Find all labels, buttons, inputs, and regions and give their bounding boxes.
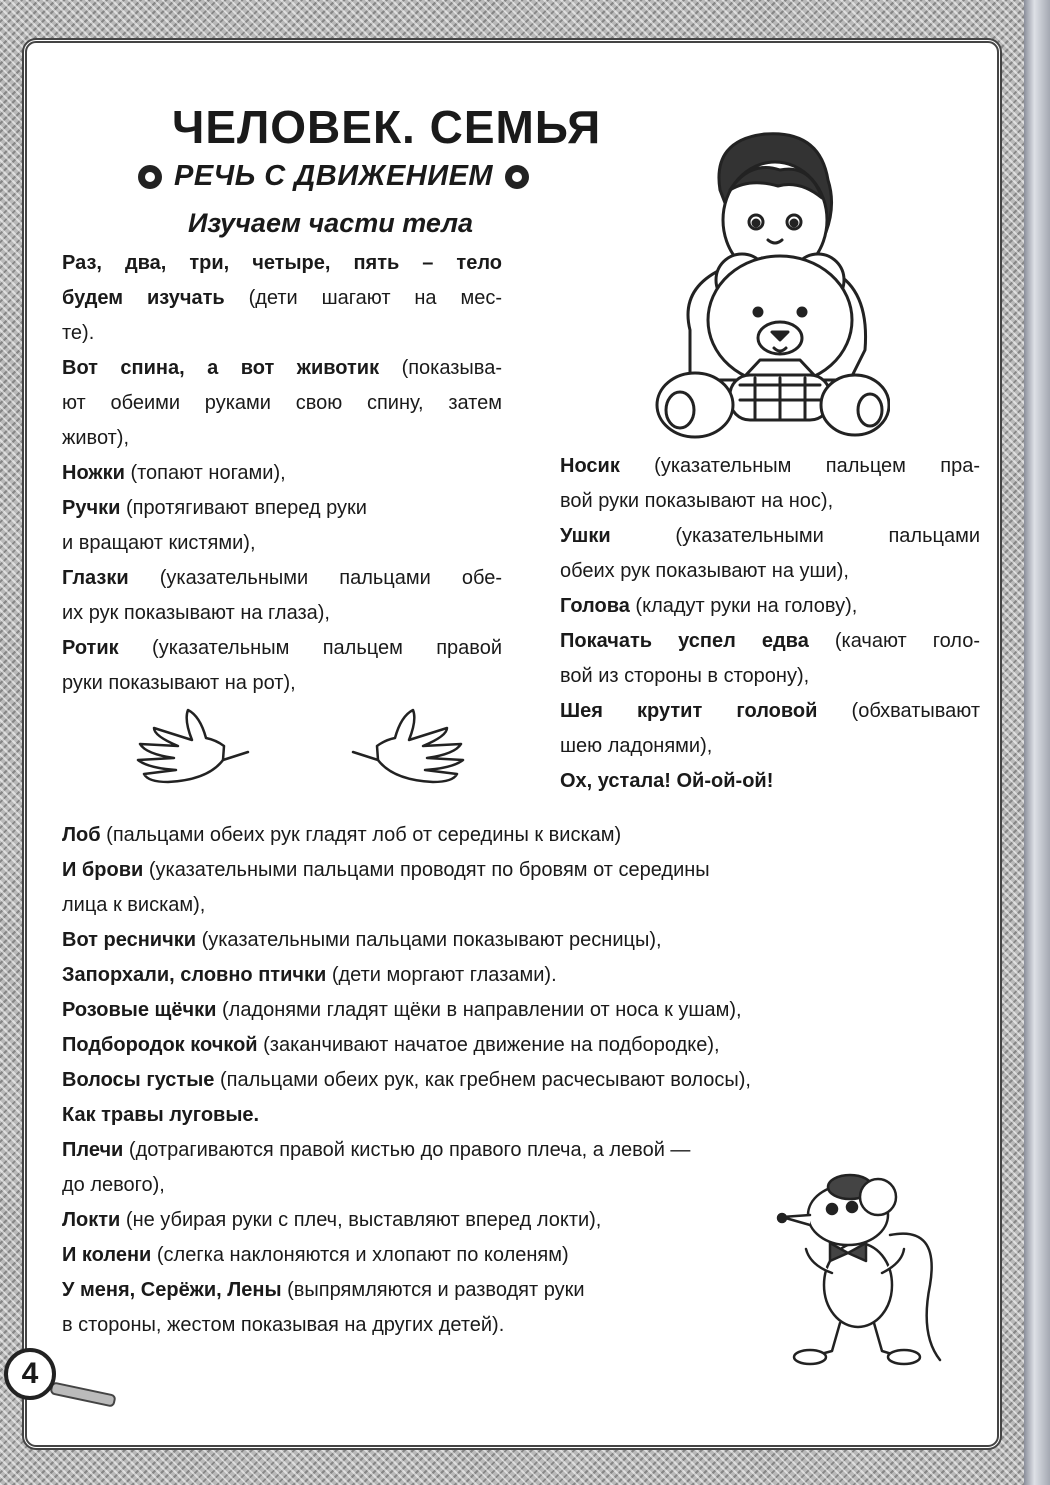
text-line: Носик (указательным пальцем пра- bbox=[560, 455, 980, 477]
text-line: Ушки (указательными пальцами bbox=[560, 525, 980, 547]
text-line: будем изучать (дети шагают на мес- bbox=[62, 287, 503, 309]
page-number-badge bbox=[4, 1348, 56, 1400]
text-line: Вот реснички (указательными пальцами показывают ресницы), bbox=[62, 929, 662, 951]
text-line: те). bbox=[62, 322, 95, 344]
text-line: Плечи (дотрагиваются правой кистью до правого плеча, а левой — bbox=[62, 1139, 691, 1161]
text-line: их рук показывают на глаза), bbox=[62, 602, 330, 624]
flower-icon bbox=[505, 165, 529, 189]
text-line: шею ладонями), bbox=[560, 735, 713, 757]
book-binding-edge bbox=[1024, 0, 1050, 1485]
text-line: и вращают кистями), bbox=[62, 532, 256, 554]
text-line: Шея крутит головой (обхватывают bbox=[560, 700, 980, 722]
text-line: обеих рук показывают на уши), bbox=[560, 560, 849, 582]
text-line: Ротик (указательным пальцем правой bbox=[62, 637, 502, 659]
text-line: И брови (указательными пальцами проводят по бровям от середины bbox=[62, 859, 710, 881]
text-line: Голова (кладут руки на голову), bbox=[560, 595, 858, 617]
text-line: Раз, два, три, четыре, пять – тело bbox=[62, 252, 502, 274]
left-text-column bbox=[62, 246, 502, 701]
section-heading: Изучаем части тела bbox=[188, 208, 474, 238]
subtitle-row bbox=[138, 160, 529, 193]
text-line: И колени (слегка наклоняются и хлопают по коленям) bbox=[62, 1244, 569, 1266]
text-line: Глазки (указательными пальцами обе- bbox=[62, 567, 502, 589]
text-line: Розовые щёчки (ладонями гладят щёки в направлении от носа к ушам), bbox=[62, 999, 742, 1021]
page-title: ЧЕЛОВЕК. СЕМЬЯ bbox=[172, 101, 602, 153]
hands-icon bbox=[128, 700, 473, 795]
text-line: ют обеими руками свою спину, затем bbox=[62, 392, 502, 414]
text-line: Локти (не убирая руки с плеч, выставляют вперед локти), bbox=[62, 1209, 602, 1231]
text-line: руки показывают на рот), bbox=[62, 672, 296, 694]
text-line: лица к вискам), bbox=[62, 894, 206, 916]
text-line: до левого), bbox=[62, 1174, 165, 1196]
text-line: живот), bbox=[62, 427, 130, 449]
right-text-column bbox=[560, 449, 980, 799]
mouse-icon bbox=[770, 1145, 945, 1370]
text-line: Ручки (протягивают вперед руки bbox=[62, 497, 367, 519]
flower-icon bbox=[138, 165, 162, 189]
page-number: 4 bbox=[21, 1357, 39, 1390]
text-line: Волосы густые (пальцами обеих рук, как гребнем расчесывают волосы), bbox=[62, 1069, 751, 1091]
boy-with-teddy-bear-icon bbox=[650, 120, 890, 445]
text-line: У меня, Серёжи, Лены (выпрямляются и разводят руки bbox=[62, 1279, 585, 1301]
text-line: Покачать успел едва (качают голо- bbox=[560, 630, 980, 652]
text-line: вой руки показывают на нос), bbox=[560, 490, 834, 512]
text-line: Ох, устала! Ой-ой-ой! bbox=[560, 770, 774, 792]
text-line: Запорхали, словно птички (дети моргают глазами). bbox=[62, 964, 557, 986]
text-line: в стороны, жестом показывая на других детей). bbox=[62, 1314, 505, 1336]
text-line: Подбородок кочкой (заканчивают начатое движение на подбородке), bbox=[62, 1034, 720, 1056]
page-subtitle: РЕЧЬ С ДВИЖЕНИЕМ bbox=[174, 160, 494, 192]
text-line: Лоб (пальцами обеих рук гладят лоб от середины к вискам) bbox=[62, 824, 622, 846]
text-line: Вот спина, а вот животик (показыва- bbox=[62, 357, 502, 379]
text-line: Как травы луговые. bbox=[62, 1104, 260, 1126]
text-line: вой из стороны в сторону), bbox=[560, 665, 810, 687]
text-line: Ножки (топают ногами), bbox=[62, 462, 286, 484]
